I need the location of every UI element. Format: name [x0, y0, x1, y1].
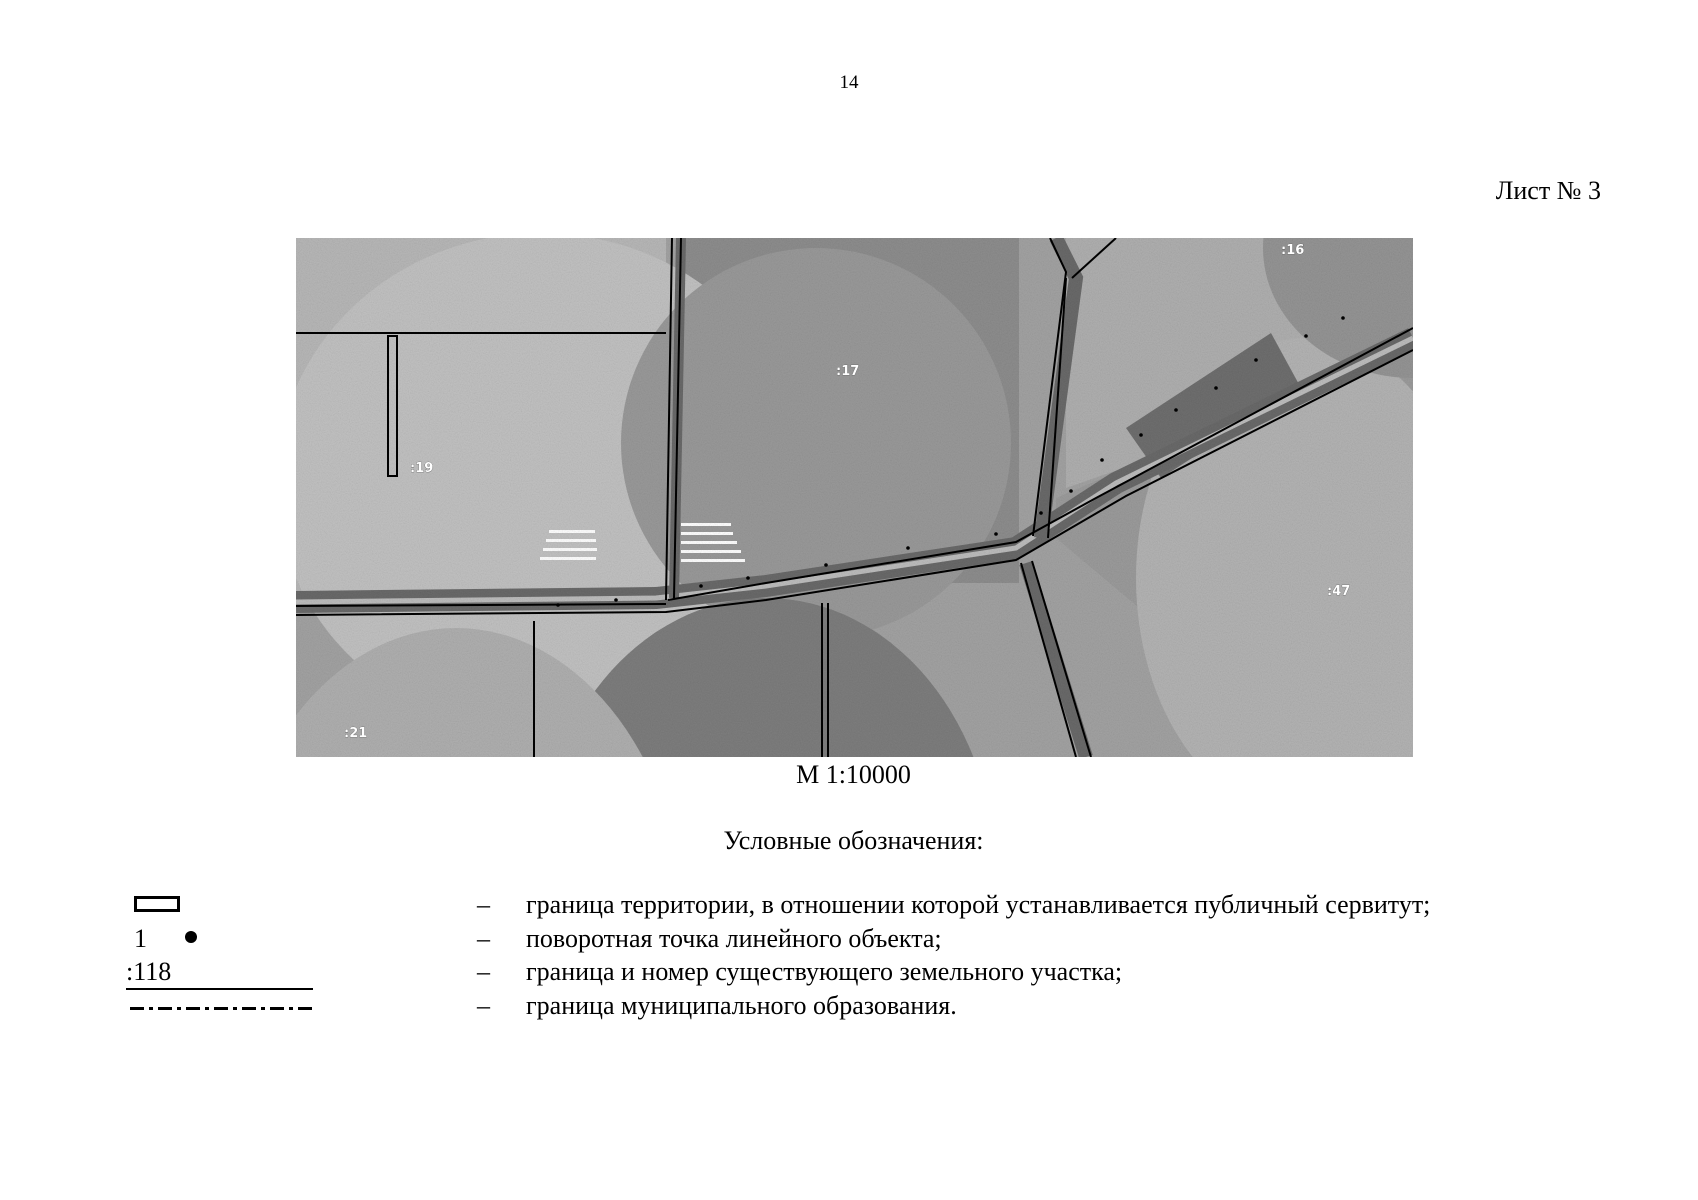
parcel-label: :47	[1327, 584, 1351, 599]
legend-text: граница и номер существующего земельного участка;	[526, 957, 1123, 986]
page-number: 14	[839, 72, 859, 93]
legend-dash: –	[477, 924, 490, 953]
legend-text: граница муниципального образования.	[526, 991, 957, 1020]
municipal-boundary-symbol	[130, 1007, 314, 1010]
parcel-boundary-symbol: :118	[126, 957, 313, 990]
parcel-label: :21	[344, 726, 368, 741]
legend-item	[0, 890, 1698, 924]
legend-text: поворотная точка линейного объекта;	[526, 924, 942, 953]
map-scale: М 1:10000	[796, 760, 911, 789]
legend-dash: –	[477, 991, 490, 1020]
legend-item	[0, 991, 1698, 1025]
legend-dash: –	[477, 957, 490, 986]
parcel-label: :17	[836, 364, 860, 379]
point-number: 1	[134, 924, 147, 953]
parcel-label: :16	[1281, 243, 1305, 258]
legend-text: граница территории, в отношении которой устанавливается публичный сервитут;	[526, 890, 1431, 919]
legend-item	[0, 957, 1698, 991]
legend-title: Условные обозначения:	[723, 826, 984, 855]
parcel-label: :19	[410, 461, 434, 476]
servitude-boundary-symbol	[134, 896, 180, 912]
legend-item	[0, 924, 1698, 958]
map-image	[296, 238, 1413, 757]
turning-point-symbol	[185, 931, 197, 943]
sheet-label: Лист № 3	[1495, 176, 1601, 205]
legend-dash: –	[477, 890, 490, 919]
